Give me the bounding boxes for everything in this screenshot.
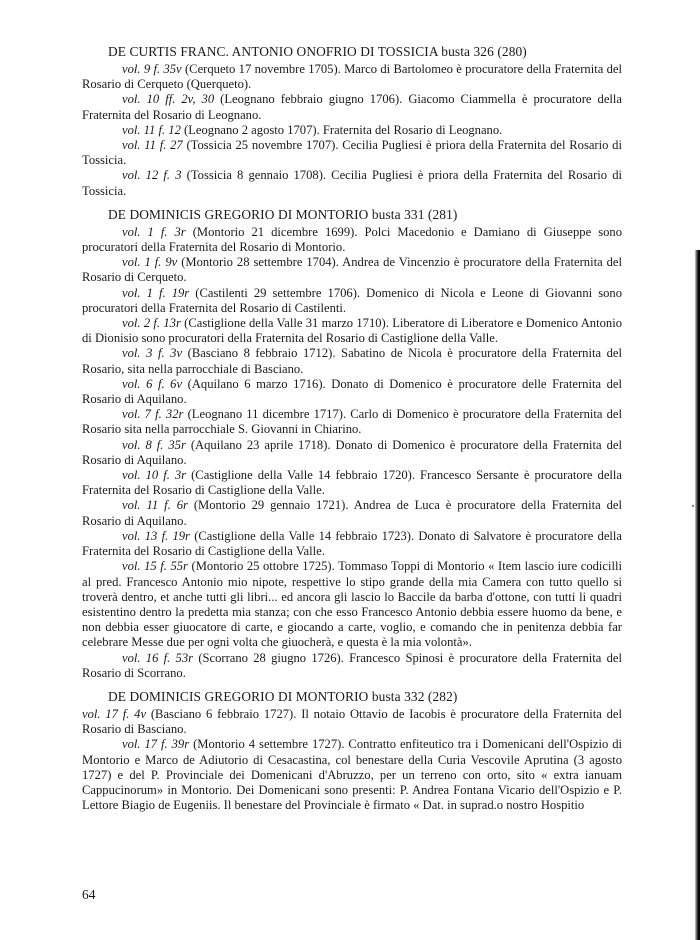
entry-ref: vol. 3 f. 3v <box>122 346 183 361</box>
page-text <box>82 44 622 813</box>
entry <box>82 123 622 138</box>
entry-ref: vol. 6 f. 6v <box>122 376 183 391</box>
entry <box>82 559 622 650</box>
entry <box>82 468 622 498</box>
entry-text: (Montorio 21 dicembre 1699). Polci Macedonio e Damiano di Giuseppe sono procuratori della Fraternita del Rosario di Montorio. <box>82 224 622 255</box>
entry <box>82 168 622 198</box>
entry <box>82 286 622 316</box>
section-heading: DE DOMINICIS GREGORIO DI MONTORIO busta 332 (282) <box>108 688 458 704</box>
entry <box>82 407 622 437</box>
entry-ref: vol. 1 f. 3r <box>122 224 186 239</box>
entry-text: (Basciano 8 febbraio 1712). Sabatino de Nicola è procuratore della Fraternita del Rosario, sita nella parrocchiale di Basciano. <box>82 346 623 376</box>
entry <box>82 92 622 122</box>
entry-text: (Aquilano 23 aprile 1718). Donato di Domenico è procuratore della Fraternita del Rosario di Aquilano. <box>82 437 622 467</box>
entry-ref: vol. 1 f. 9v <box>122 255 178 270</box>
page-number: 64 <box>82 887 96 902</box>
entry-text: (Scorrano 28 giugno 1726). Francesco Spinosi è procuratore della Fraternita del Rosario di Scorrano. <box>82 650 622 680</box>
entry <box>82 438 622 468</box>
entry-ref: vol. 17 f. 4v <box>82 706 147 721</box>
entry <box>82 651 622 681</box>
section-heading: DE CURTIS FRANC. ANTONIO ONOFRIO DI TOSSICIA busta 326 (280) <box>108 44 527 59</box>
entry-text: (Leognano febbraio giugno 1706). Giacomo Ciammella è procuratore della Fraternita del Rosario di Leognano. <box>82 92 622 122</box>
entry-ref: vol. 11 f. 27 <box>122 138 183 153</box>
entry-text: (Castilenti 29 settembre 1706). Domenico di Nicola e Leone di Giovanni sono procuratori della Fraternita del Rosario di Castilenti. <box>82 285 622 315</box>
entry-text: (Tossicia 25 novembre 1707). Cecilia Pugliesi è priora della Fraternita del Rosario di Tossicia. <box>82 138 622 168</box>
entry-ref: vol. 13 f. 19r <box>122 528 190 543</box>
entry-ref: vol. 1 f. 19r <box>122 285 190 300</box>
entry-text: (Leognano 11 dicembre 1717). Carlo di Domenico è procuratore della Fraternita del Rosario sita nella parrocchiale S. Giovanni in Chiarino. <box>82 407 623 437</box>
entry <box>82 62 622 92</box>
entry-text: (Montorio 25 ottobre 1725). Tommaso Toppi di Montorio « Item lascio iure codicilli al pred. Francesco Antonio mio nipote, respettive lo stipo grande della mia Camera con tutto quello si troverà dentro, et anche tutti gli libri... ed ancora gli lascio lo Baccile da barba d'ottone, con tutti li quadri esistentino dentro la predetta mia stanza; con che esso Francesco Antonio debbia essere huomo da bene, e non debbia esser giuocatore di carte, e giocando a carte, voglio, e comando che in penitenza debbia far celebrare Messe due per ogni volta che giuocherà, e questa è la mia volontà». <box>82 559 623 650</box>
entry-ref: vol. 9 f. 35v <box>122 62 182 76</box>
entry <box>82 707 622 737</box>
entry-text: (Castiglione della Valle 31 marzo 1710). Liberatore di Liberatore e Domenico Antonio di Dionisio sono procuratori della Fraternita del Rosario di Castiglione della Valle. <box>82 316 622 346</box>
entry-text: (Basciano 6 febbraio 1727). Il notaio Ottavio de Iacobis è procuratore della Fraternita del Rosario di Basciano. <box>82 706 623 737</box>
entry <box>82 377 622 407</box>
entry <box>82 346 622 376</box>
section-heading: DE DOMINICIS GREGORIO DI MONTORIO busta 331 (281) <box>108 206 458 222</box>
entry-ref: vol. 10 ff. 2v, 30 <box>122 92 215 107</box>
entry-text: (Cerqueto 17 novembre 1705). Marco di Bartolomeo è procuratore della Fraternita del Rosario di Cerqueto (Querqueto). <box>82 62 622 92</box>
entry-ref: vol. 10 f. 3r <box>122 468 187 483</box>
entry-ref: vol. 11 f. 12 <box>122 122 181 137</box>
scan-speck <box>692 505 694 507</box>
entry-text: (Montorio 28 settembre 1704). Andrea de Vincenzio è procuratore della Fraternita del Rosario di Cerqueto. <box>82 255 623 285</box>
entry <box>82 316 622 346</box>
binding-edge <box>695 250 700 940</box>
entry-ref: vol. 8 f. 35r <box>122 437 186 452</box>
entry-ref: vol. 15 f. 55r <box>122 559 188 574</box>
entry <box>82 737 622 813</box>
entry-ref: vol. 16 f. 53r <box>122 650 194 665</box>
entry <box>82 498 622 528</box>
entry-ref: vol. 2 f. 13r <box>122 316 181 331</box>
entry-ref: vol. 12 f. 3 <box>122 168 182 183</box>
entry-text: (Castiglione della Valle 14 febbraio 1720). Francesco Sersante è procuratore della Fraternita del Rosario di Castiglione della Valle. <box>82 468 623 498</box>
entry-text: (Aquilano 6 marzo 1716). Donato di Domenico è procuratore delle Fraternita del Rosario di Aquilano. <box>82 376 622 407</box>
entry-ref: vol. 17 f. 39r <box>122 737 190 752</box>
entry-ref: vol. 7 f. 32r <box>122 407 184 422</box>
entry-text: (Montorio 4 settembre 1727). Contratto enfiteutico tra i Domenicani dell'Ospizio di Montorio e Marco de Adiutorio di Cesacastina, col benestare della Curia Vescovile Aprutina (3 agosto 1727) e del P. Provinciale dei Domenicani d'Abruzzo, per un terreno con orto, sito « extra ianuam Cappucinorum» in Montorio. Dei Domenicani sono presenti: P. Andrea Fontana Vicario dell'Ospizio e P. Lettore Biagio de Eugeniis. Il benestare del Provinciale è firmato « Dat. in suprad.o nostro Hospitio <box>82 737 623 813</box>
entry <box>82 138 622 168</box>
entry <box>82 255 622 285</box>
entry-text: (Leognano 2 agosto 1707). Fraternita del Rosario di Leognano. <box>180 122 503 137</box>
entry-text: (Tossicia 8 gennaio 1708). Cecilia Pugliesi è priora della Fraternita del Rosario di Tossicia. <box>82 168 622 198</box>
entry-text: (Castiglione della Valle 14 febbraio 1723). Donato di Salvatore è procuratore della Fraternita del Rosario di Castiglione della Valle. <box>82 528 623 559</box>
entry-ref: vol. 11 f. 6r <box>122 498 188 513</box>
entry <box>82 225 622 255</box>
entry <box>82 529 622 559</box>
entry-text: (Montorio 29 gennaio 1721). Andrea de Luca è procuratore della Fraternita del Rosario di Aquilano. <box>82 498 622 528</box>
